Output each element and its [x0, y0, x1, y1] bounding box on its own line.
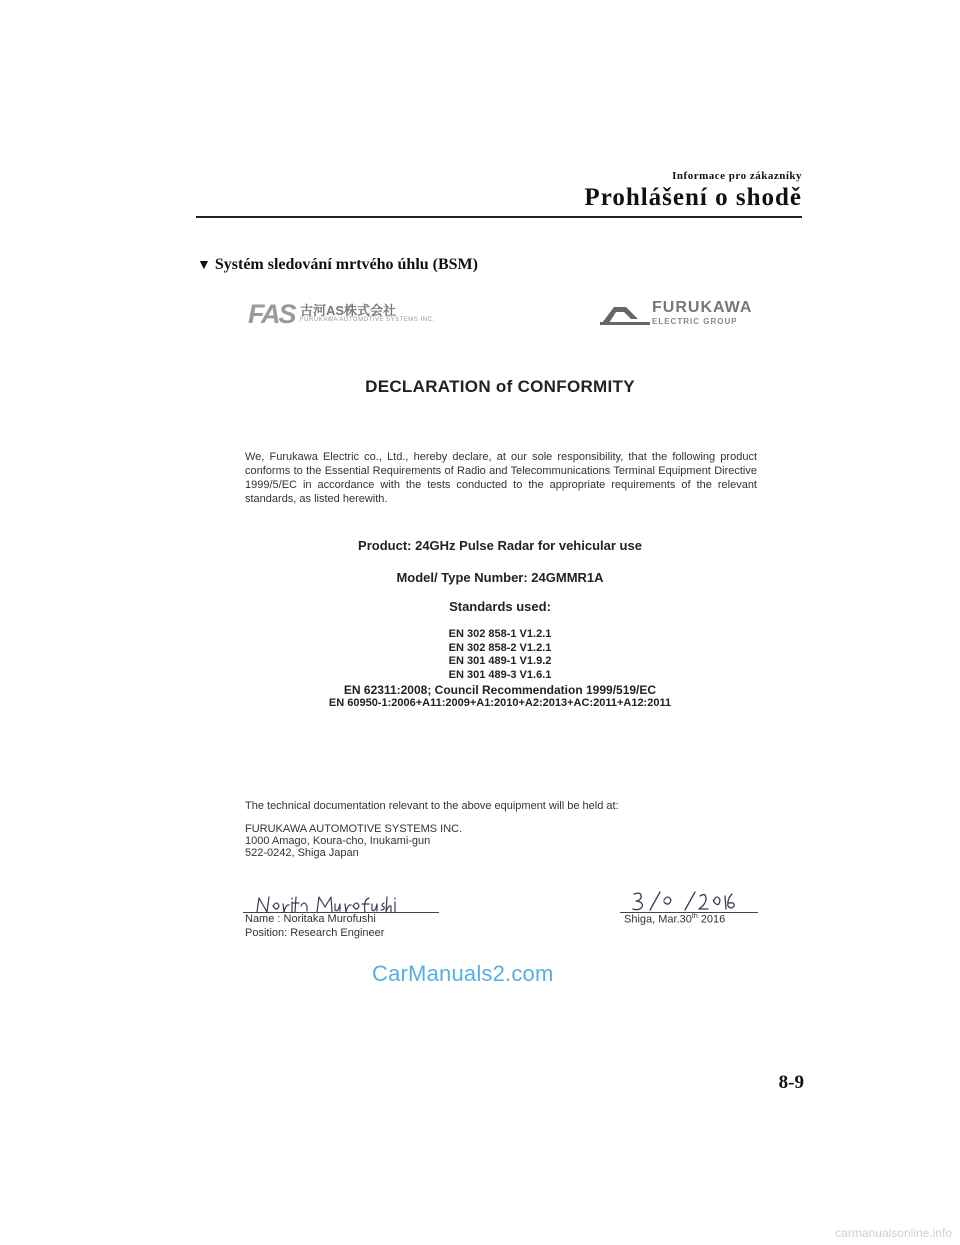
product-line: Product: 24GHz Pulse Radar for vehicular use [358, 538, 642, 553]
standard-item: EN 60950-1:2006+A11:2009+A1:2010+A2:2013+AC:2011+A12:2011 [328, 697, 672, 709]
standard-item: EN 301 489-3 V1.6.1 [448, 668, 552, 681]
standards-header: Standards used: [449, 599, 551, 614]
triangle-marker-icon: ▼ [197, 258, 211, 273]
tech-doc-note: The technical documentation relevant to the above equipment will be held at: [245, 800, 619, 812]
furukawa-sub: ELECTRIC GROUP [652, 317, 738, 326]
furukawa-logo [600, 298, 760, 330]
date-superscript: th [691, 913, 698, 920]
header-rule [196, 216, 802, 218]
name-line: Name : Noritaka Murofushi [245, 913, 376, 925]
furukawa-brand: FURUKAWA [652, 299, 753, 316]
footer-watermark: carmanualsonline.info [835, 1226, 952, 1240]
date-suffix: 2016 [697, 913, 726, 926]
section-title: Systém sledování mrtvého úhlu (BSM) [214, 256, 478, 273]
chapter-title: Prohlášení o shodě [584, 184, 802, 211]
section-heading [197, 256, 478, 274]
handwritten-date-signature [630, 888, 740, 914]
chapter-subtitle: Informace pro zákazníky [672, 170, 802, 182]
address-line: 522-0242, Shiga Japan [245, 847, 359, 859]
fas-en-name: FURUKAWA AUTOMOTIVE SYSTEMS INC. [300, 317, 435, 323]
page-number: 8-9 [778, 1072, 804, 1093]
address-line: 1000 Amago, Koura-cho, Inukami-gun [245, 835, 431, 847]
position-line: Position: Research Engineer [245, 927, 385, 939]
fas-mark: FAS [248, 299, 295, 329]
fas-jp-name: 古河AS株式会社 [300, 303, 397, 318]
company-name: FURUKAWA AUTOMOTIVE SYSTEMS INC. [245, 823, 463, 835]
standard-item: EN 302 858-2 V1.2.1 [448, 641, 552, 654]
date-prefix: Shiga, Mar.30 [624, 913, 692, 926]
standard-item: EN 62311:2008; Council Recommendation 1999/519/EC [343, 683, 657, 697]
standards-list [200, 628, 800, 682]
model-line: Model/ Type Number: 24GMMR1A [396, 570, 604, 585]
furukawa-roof-icon [600, 301, 652, 327]
standard-item: EN 301 489-1 V1.9.2 [448, 655, 552, 667]
declaration-title: DECLARATION of CONFORMITY [365, 377, 635, 396]
site-watermark: CarManuals2.com [372, 961, 554, 986]
date-line [624, 913, 725, 926]
fas-logo [248, 298, 508, 330]
standard-item: EN 302 858-1 V1.2.1 [448, 628, 552, 640]
company-address [245, 823, 462, 859]
declaration-intro: We, Furukawa Electric co., Ltd., hereby declare, at our sole responsibility, that the following product conforms to the Essential Requirements of Radio and Telecommunications Terminal Equipment Directive 1999/5/EC in accordance with the tests conducted to the appropriate requirements of the relevant standards, as listed herewith. [245, 451, 757, 505]
